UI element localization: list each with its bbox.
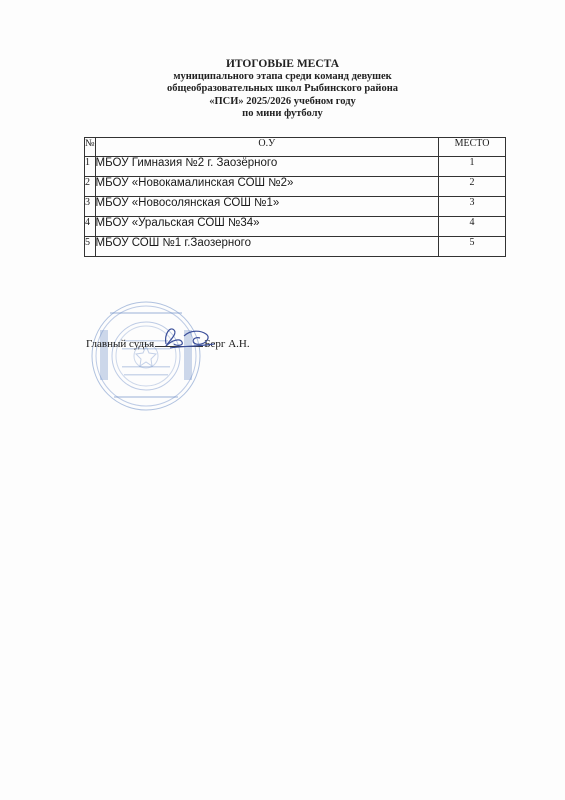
results-table [84,137,506,257]
row-place: 4 [439,217,506,237]
row-org: МБОУ СОШ №1 г.Заозерного [95,237,438,257]
table-row [85,237,506,257]
row-num: 3 [85,197,96,217]
header-org: О.У [95,138,438,157]
official-stamp-icon [90,300,202,412]
header-num: № [85,138,96,157]
row-place: 2 [439,177,506,197]
judge-name: Берг А.Н. [204,338,250,350]
row-org: МБОУ «Новосолянская СОШ №1» [95,197,438,217]
handwritten-signature-icon [160,322,218,352]
row-num: 4 [85,217,96,237]
row-place: 1 [439,157,506,177]
header-line-5: по мини футболу [242,108,323,119]
row-num: 5 [85,237,96,257]
row-place: 5 [439,237,506,257]
document-header [0,58,565,121]
table-row [85,177,506,197]
header-line-3: общеобразовательных школ Рыбинского района [166,83,399,94]
row-org: МБОУ «Уральская СОШ №34» [95,217,438,237]
row-num: 2 [85,177,96,197]
row-org: МБОУ Гимназия №2 г. Заозёрного [95,157,438,177]
header-line-2: муниципального этапа среди команд девушек [173,70,392,82]
row-place: 3 [439,197,506,217]
table-header-row [85,138,506,157]
header-place: МЕСТО [439,138,506,157]
judge-label: Главный судья [86,338,155,350]
table-row [85,157,506,177]
row-org: МБОУ «Новокамалинская СОШ №2» [95,177,438,197]
table-row [85,217,506,237]
header-line-4: «ПСИ» 2025/2026 учебном году [209,95,356,107]
row-num: 1 [85,157,96,177]
table-row [85,197,506,217]
header-title: ИТОГОВЫЕ МЕСТА [225,58,340,70]
